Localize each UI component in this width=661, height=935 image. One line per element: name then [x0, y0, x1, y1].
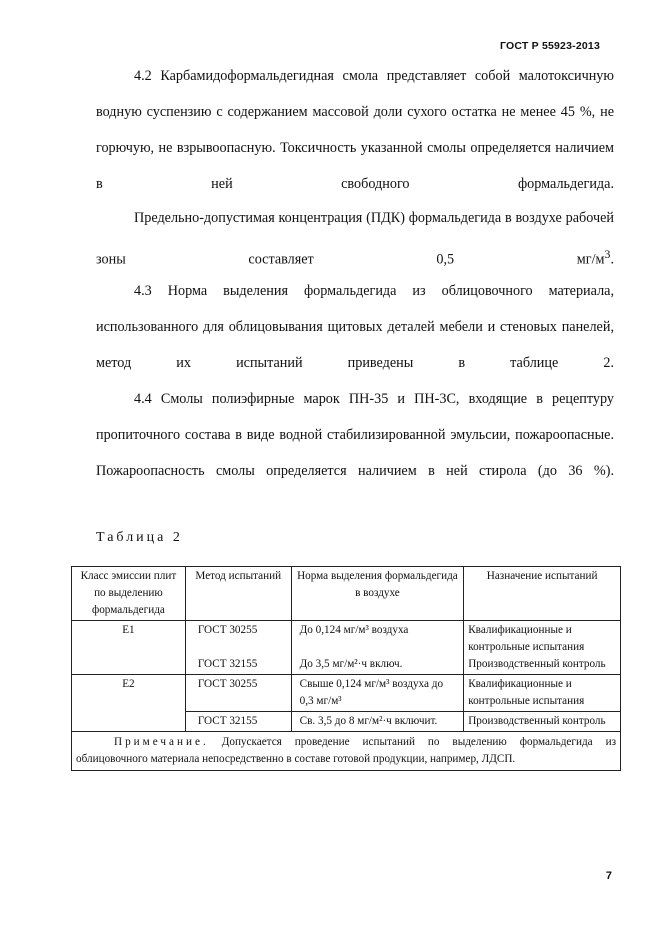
- cell-method-e1: [185, 621, 291, 675]
- table-note-row: [72, 732, 621, 771]
- header-emission-norm: Норма выделения формальдегида в воздухе: [291, 567, 464, 621]
- cell-purpose-e1: [464, 621, 621, 675]
- cell-norm-e2-1: Свыше 0,124 мг/м³ воздуха до 0,3 мг/м³: [291, 675, 464, 712]
- cell-purpose-e2-2: Производственный контроль: [464, 712, 621, 732]
- table-note: [72, 732, 621, 771]
- table-row-e2-a: [72, 675, 621, 712]
- cell-method-e1-line2: ГОСТ 32155: [197, 658, 258, 670]
- note-label: Примечание.: [114, 736, 209, 748]
- cell-class-e2: Е2: [72, 675, 186, 732]
- cell-purpose-e1-line2: Производственный контроль: [468, 658, 606, 670]
- header-test-purpose: Назначение испытаний: [464, 567, 621, 621]
- cell-norm-e1-line2: До 3,5 мг/м²·ч включ.: [299, 658, 403, 670]
- note-text: Допускается проведение испытаний по выделению формальдегида из облицовочного материала непосредственно в составе готовой продукции, например, ЛДСП.: [76, 736, 616, 765]
- table-row-e1: [72, 621, 621, 675]
- paragraph-4-2-text: 4.2 Карбамидоформальдегидная смола представляет собой малотоксичную водную суспензию с содержанием массовой доли сухого остатка не менее 45 %, не горючую, не взрывоопасную. Токсичность указанной смолы определяется наличием в ней свободного формальдегида.: [96, 68, 614, 192]
- header-emission-class: Класс эмиссии плит по выделению формальдегида: [72, 567, 186, 621]
- paragraph-pdk-text: Предельно-допустимая концентрация (ПДК) формальдегида в воздухе рабочей зоны составляет 0,5 мг/м: [96, 210, 614, 268]
- paragraph-4-4-text: 4.4 Смолы полиэфирные марок ПН-35 и ПН-3С, входящие в рецептуру пропиточного состава в виде водной стабилизированной эмульсии, пожароопасные. Пожароопасность смолы определяется наличием в ней стирола (до 36 %).: [96, 391, 614, 479]
- table-header-row: [72, 567, 621, 621]
- paragraph-pdk-end: .: [610, 251, 614, 268]
- table-2: [71, 566, 621, 771]
- paragraph-4-3-text: 4.3 Норма выделения формальдегида из облицовочного материала, использованного для облицовывания щитовых деталей мебели и стеновых панелей, метод их испытаний приведены в таблице 2.: [96, 283, 614, 371]
- cell-method-e1-line1: ГОСТ 30255: [197, 624, 258, 636]
- cell-purpose-e2-1: Квалификационные и контрольные испытания: [464, 675, 621, 712]
- cell-norm-e1: [291, 621, 464, 675]
- cell-norm-e2-2: Св. 3,5 до 8 мг/м²·ч включит.: [291, 712, 464, 732]
- page-number: 7: [605, 870, 612, 882]
- cell-norm-e1-line1: До 0,124 мг/м³ воздуха: [299, 624, 409, 636]
- cell-purpose-e1-line1: Квалификационные и контрольные испытания: [468, 624, 585, 653]
- superscript-3: 3: [604, 247, 611, 261]
- paragraph-4-4: [96, 381, 614, 525]
- document-id-header: ГОСТ Р 55923-2013: [499, 40, 600, 52]
- cell-method-e2-2: ГОСТ 32155: [185, 712, 291, 732]
- cell-method-e2-1: ГОСТ 30255: [185, 675, 291, 712]
- header-test-method: Метод испытаний: [185, 567, 291, 621]
- cell-class-e1: Е1: [72, 621, 186, 675]
- table-title: Таблица 2: [96, 530, 183, 545]
